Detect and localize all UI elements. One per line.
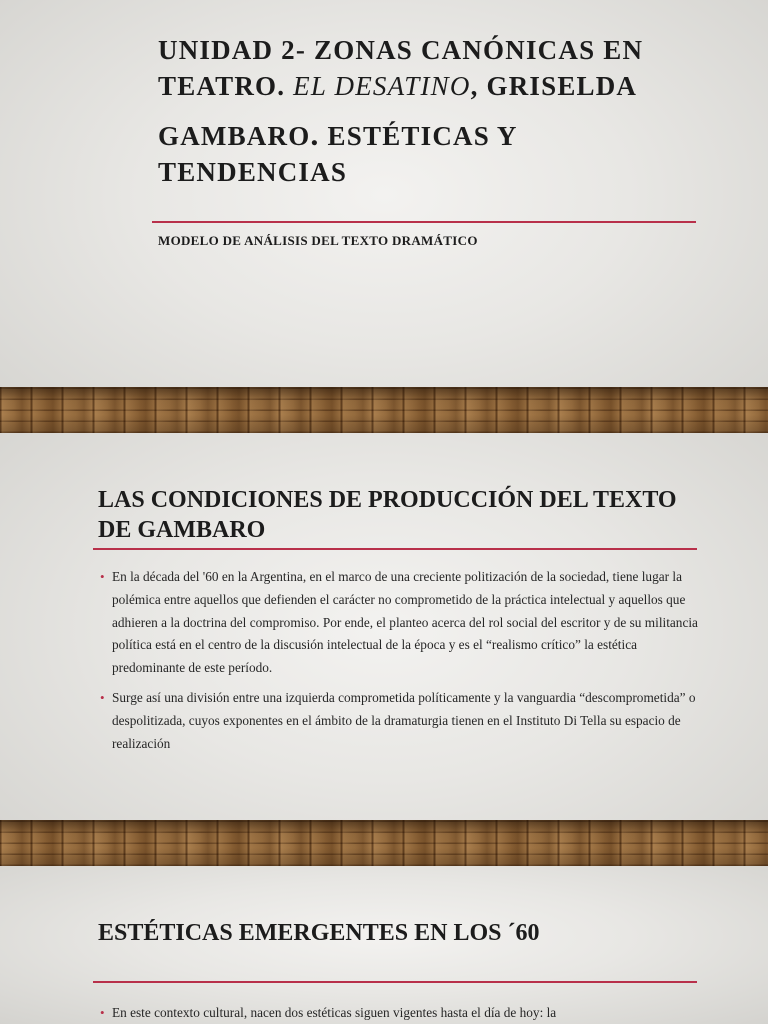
bullet-text: En este contexto cultural, nacen dos estéticas siguen vigentes hasta el día de hoy: la	[112, 1005, 557, 1020]
title-line-2	[158, 68, 718, 104]
bullet-text: En la década del '60 en la Argentina, en el marco de una creciente politización de la sociedad, tiene lugar la polémica entre aquellos que defienden el carácter no comprometido de la práctica intelectual y aquellos que adhieren a la doctrina del compromiso. Por ende, el planteo acerca del rol social del escritor y de su militancia política está en el centro de la discusión intelectual de la época y es el “realismo crítico” la estética predominante de este período.	[112, 569, 698, 676]
title-text: , GRISELDA	[470, 71, 638, 101]
slide-3-title: ESTÉTICAS EMERGENTES EN LOS ´60	[98, 920, 540, 946]
title-divider	[93, 548, 697, 550]
bullet-icon: •	[100, 569, 105, 584]
bullet-icon: •	[100, 689, 105, 705]
slide-1-subtitle: MODELO DE ANÁLISIS DEL TEXTO DRAMÁTICO	[158, 233, 478, 248]
title-line-1: UNIDAD 2- ZONAS CANÓNICAS EN	[158, 35, 644, 65]
bullet-list	[100, 1002, 700, 1024]
wood-floor-decoration	[0, 387, 768, 433]
wood-floor-decoration	[0, 820, 768, 866]
list-item	[100, 566, 700, 680]
title-text: ESTÉTICAS Y	[319, 121, 518, 151]
slide-1-title	[158, 32, 718, 190]
slide-title	[0, 0, 768, 433]
title-text: TEATRO.	[158, 71, 294, 101]
list-item	[100, 1002, 700, 1024]
slide-conditions	[0, 433, 768, 866]
title-play-name: EL DESATINO	[293, 71, 471, 101]
bullet-icon: •	[100, 1005, 105, 1020]
bullet-text: Surge así una división entre una izquierda comprometida políticamente y la vanguardia “descomprometida” o despolitizada, cuyos exponentes en el ámbito de la dramaturgia tienen en el Instituto Di Tella su espacio de realización	[112, 689, 696, 751]
title-text: GAMBARO	[158, 121, 311, 151]
list-item	[100, 687, 700, 755]
title-line-4: TENDENCIAS	[158, 157, 348, 187]
slide-2-title: LAS CONDICIONES DE PRODUCCIÓN DEL TEXTO DE GAMBARO	[98, 487, 677, 543]
title-divider	[93, 981, 697, 983]
title-dot: .	[310, 116, 320, 152]
title-divider	[152, 221, 696, 223]
bullet-list	[100, 566, 700, 762]
title-line-3	[158, 116, 718, 154]
slide-aesthetics	[0, 866, 768, 1024]
